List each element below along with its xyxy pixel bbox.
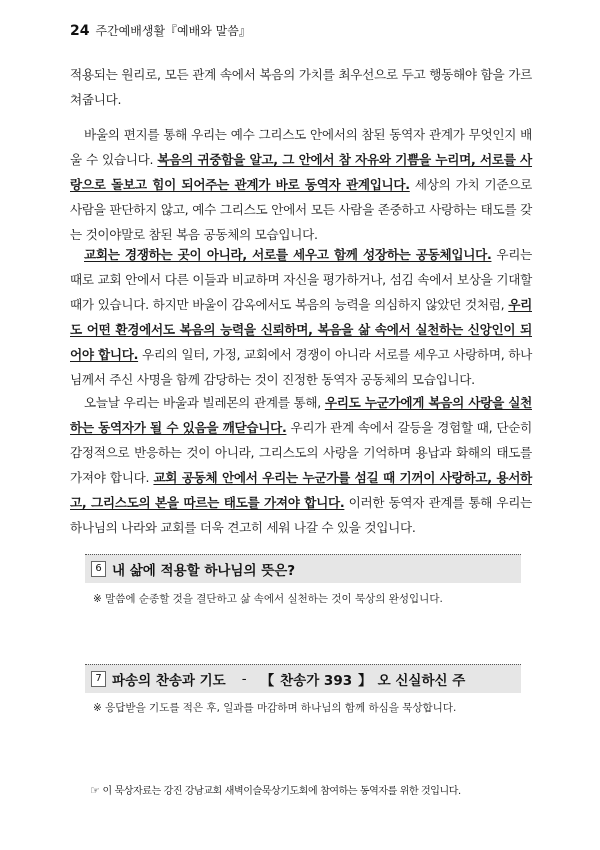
section-title: 파송의 찬송과 기도 — [112, 673, 226, 689]
bracket-close: 】 — [358, 673, 372, 689]
section-7-heading — [85, 664, 521, 693]
paragraph-4 — [70, 390, 532, 540]
section-6-heading — [85, 554, 521, 583]
paragraph-2 — [70, 122, 532, 247]
section-7-note: ※ 응답받을 기도를 적은 후, 일과를 마감하며 하나님의 함께 하심을 묵상합니다. — [93, 702, 457, 714]
underlined-emphasis: 우리도 어떤 환경에서도 복음의 능력을 신뢰하며, 복음을 삶 속에서 실천하는 신앙인이 되어야 합니다. — [70, 297, 532, 362]
paragraph-text: 우리는 때로 교회 안에서 다른 이들과 비교하며 자신을 평가하거나, 섬김 속에서 보상을 기대할 때가 있습니다. 하지만 바울이 감옥에서도 복음의 능력을 의심하지 않았던 것처럼, — [70, 247, 532, 312]
bracket-open: 【 — [260, 673, 275, 689]
page-number: 24 — [70, 23, 90, 39]
paragraph-3 — [70, 242, 532, 392]
section-title: 내 삶에 적용할 하나님의 뜻은? — [112, 563, 296, 579]
underlined-emphasis: 복음의 귀중함을 알고, 그 안에서 참 자유와 기쁨을 누리며, 서로를 사랑으로 돌보고 힘이 되어주는 관계가 바로 동역자 관계입니다. — [70, 152, 533, 192]
paragraph-text: 우리의 일터, 가정, 교회에서 경쟁이 아니라 서로를 세우고 사랑하며, 하나님께서 주신 사명을 함께 감당하는 것이 진정한 동역자 공동체의 모습입니다. — [70, 347, 532, 387]
page-header — [70, 22, 251, 39]
section-number-badge: 6 — [91, 561, 106, 577]
pointing-hand-icon: ☞ — [90, 784, 100, 797]
footer-note — [90, 782, 461, 797]
paragraph-text: 적용되는 원리로, 모든 관계 속에서 복음의 가치를 최우선으로 두고 행동해야 함을 가르쳐줍니다. — [70, 67, 532, 107]
paragraph-text: 이러한 동역자 관계를 통해 우리는 하나님의 나라와 교회를 더욱 견고히 세워 나갈 수 있을 것입니다. — [70, 495, 532, 535]
underlined-emphasis: 교회 공동체 안에서 우리는 누군가를 섬길 때 기꺼이 사랑하고, 용서하고, 그리스도의 본을 따르는 태도를 가져야 합니다. — [70, 470, 532, 510]
underlined-emphasis: 교회는 경쟁하는 곳이 아니라, 서로를 세우고 함께 성장하는 공동체입니다. — [84, 247, 492, 262]
underlined-emphasis: 우리도 누군가에게 복음의 사랑을 실천하는 동역자가 될 수 있음을 깨닫습니다. — [70, 395, 532, 435]
hymn-number: 찬송가 393 — [280, 673, 353, 689]
paragraph-text: 우리가 관계 속에서 갈등을 경험할 때, 단순히 감정적으로 반응하는 것이 아니라, 그리스도의 사랑을 기억하며 용납과 화해의 태도를 가져야 합니다. — [70, 420, 532, 485]
paragraph-1 — [70, 62, 532, 112]
publication-title: 주간예배생활『예배와 말씀』 — [95, 24, 251, 38]
paragraph-text: 오늘날 우리는 바울과 빌레몬의 관계를 통해, — [84, 395, 325, 410]
paragraph-text: 바울의 편지를 통해 우리는 예수 그리스도 안에서의 참된 동역자 관계가 무엇인지 배울 수 있습니다. — [70, 127, 532, 167]
section-number-badge: 7 — [91, 671, 106, 687]
footer-text: 이 묵상자료는 강진 강남교회 새벽이슬묵상기도회에 참여하는 동역자를 위한 것입니다. — [102, 786, 461, 797]
paragraph-text: 세상의 가치 기준으로 사람을 판단하지 않고, 예수 그리스도 안에서 모든 사람을 존중하고 사랑하는 태도를 갖는 것이야말로 참된 복음 공동체의 모습입니다. — [70, 177, 532, 242]
section-6-note: ※ 말씀에 순종할 것을 결단하고 삶 속에서 실천하는 것이 묵상의 완성입니다. — [93, 593, 443, 605]
hymn-title: 오 신실하신 주 — [377, 673, 466, 689]
separator-dash: - — [241, 671, 247, 687]
